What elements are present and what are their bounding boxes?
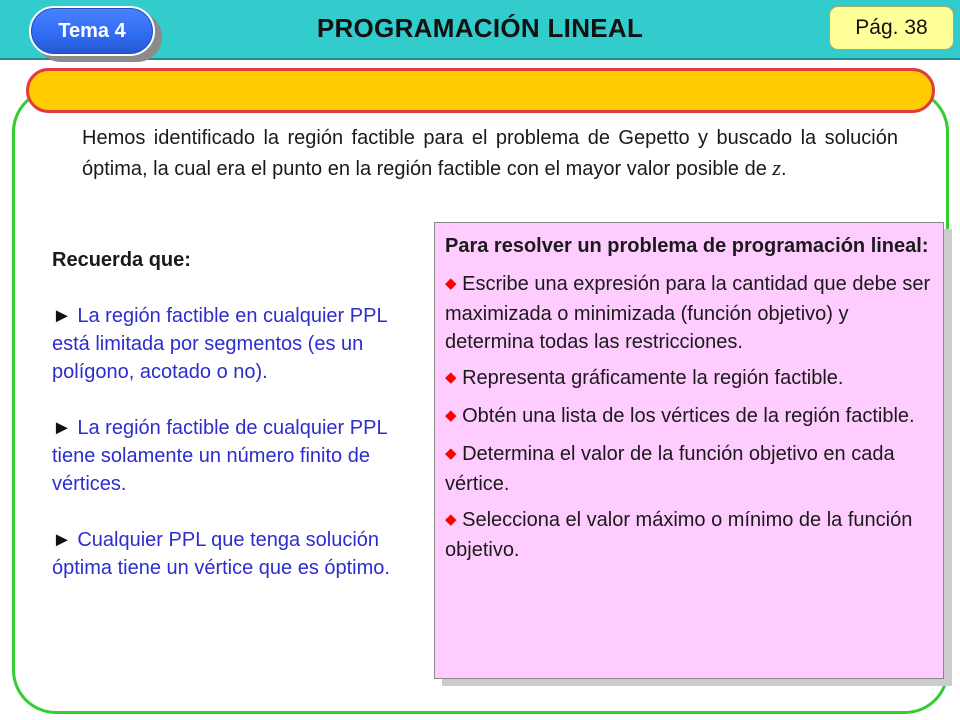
recuerda-heading: Recuerda que: [52, 249, 191, 271]
diamond-icon: ◆ [445, 369, 457, 386]
diamond-icon: ◆ [445, 407, 457, 424]
diamond-icon: ◆ [445, 511, 457, 528]
page-number-badge: Pág. 38 [829, 6, 954, 50]
step-item [445, 270, 933, 356]
page-title: PROGRAMACIÓN LINEAL [316, 13, 644, 43]
section-banner [26, 68, 935, 113]
triangle-pointer-icon: ► [52, 305, 72, 327]
tema-badge: Tema 4 [29, 6, 155, 56]
step-item [445, 506, 933, 564]
steps-box [434, 222, 944, 679]
step-text: Representa gráficamente la región factible. [462, 367, 844, 389]
recuerda-point-text: Cualquier PPL que tenga solución óptima tiene un vértice que es óptimo. [52, 529, 390, 579]
step-item [445, 364, 933, 394]
diamond-icon: ◆ [445, 275, 457, 292]
intro-paragraph [82, 124, 898, 184]
steps-box-title: Para resolver un problema de programación lineal: [445, 235, 929, 257]
recuerda-point-text: La región factible en cualquier PPL está limitada por segmentos (es un polígono, acotado o no). [52, 305, 387, 383]
intro-variable: z [772, 155, 781, 180]
step-item [445, 440, 933, 498]
step-text: Selecciona el valor máximo o mínimo de la función objetivo. [445, 509, 913, 561]
recuerda-point [52, 302, 404, 386]
recuerda-point [52, 414, 404, 498]
triangle-pointer-icon: ► [52, 529, 72, 551]
intro-text: Hemos identificado la región factible para el problema de Gepetto y buscado la solución óptima, la cual era el punto en la región factible con el mayor valor posible de [82, 127, 898, 180]
recuerda-point-text: La región factible de cualquier PPL tiene solamente un número finito de vértices. [52, 417, 387, 495]
step-text: Obtén una lista de los vértices de la región factible. [462, 405, 915, 427]
recuerda-column [52, 246, 404, 610]
step-item [445, 402, 933, 432]
recuerda-point [52, 526, 404, 582]
diamond-icon: ◆ [445, 445, 457, 462]
intro-text-end: . [780, 158, 787, 180]
triangle-pointer-icon: ► [52, 417, 72, 439]
step-text: Determina el valor de la función objetivo en cada vértice. [445, 443, 895, 495]
step-text: Escribe una expresión para la cantidad que debe ser maximizada o minimizada (función objetivo) y determina todas las restricciones. [445, 273, 931, 353]
